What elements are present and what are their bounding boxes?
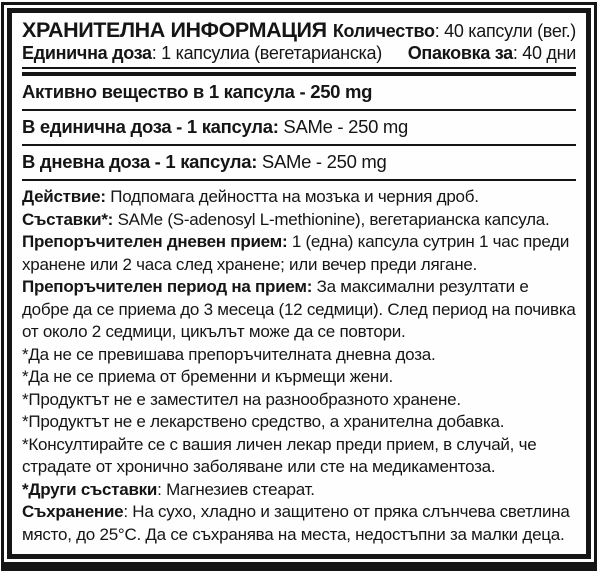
paragraph-ingredients: Съставки*: SAMe (S-adenosyl L-methionine), вегетарианска капсула.: [22, 209, 550, 229]
paragraph-warning-pregnancy: *Да не се приема от бременни и кърмещи жени.: [22, 367, 393, 386]
info-paragraphs: [22, 181, 576, 546]
quantity-field: [333, 21, 576, 42]
quantity-label: Количество: [332, 21, 435, 41]
paragraph-warning-dose: *Да не се превишава препоръчителната дневна доза.: [22, 344, 436, 364]
paragraph-intake-period: Препоръчителен период на прием: За максимални резултати е добре да се приема до 3 месеца (12 седмици). След период на почивка от около 2 седмици, цикълът може да се повтори.: [22, 277, 576, 341]
header-divider: [22, 67, 576, 76]
paragraph-action: Действие: Подпомага дейността на мозъка и черния дроб.: [22, 187, 479, 206]
header-line-2: [22, 43, 576, 64]
single-dose-value: : 1 капсулиа (вегетарианска): [151, 43, 382, 63]
nutrition-label: [7, 8, 591, 559]
paragraph-warning-substitute: *Продуктът не е заместител на разнообразното хранене.: [22, 389, 461, 409]
daily-dose-row: В дневна доза - 1 капсула: SAMe - 250 mg: [22, 151, 387, 172]
paragraph-other-ingredients: *Други съставки: Магнезиев стеарат.: [22, 479, 315, 499]
single-dose-label: Единична доза: [22, 43, 152, 63]
pack-value: : 40 дни: [512, 43, 576, 63]
paragraph-storage: Съхранение: На сухо, хладно и защитено от пряка слънчева светлина място, до 25°C. Да се съхранява на места, недостъпни за малки деца.: [22, 502, 570, 544]
paragraph-warning-doctor: *Консултирайте се с вашия личен лекар преди прием, в случай, че страдате от хронично заболяване или сте на медикаментоза.: [22, 434, 537, 476]
active-substance-row: Активно вещество в 1 капсула - 250 mg: [22, 81, 373, 102]
single-dose-row: В единична доза - 1 капсула: SAMe - 250 mg: [22, 116, 409, 137]
header-line-1: [22, 18, 576, 43]
pack-label: Опаковка за: [407, 43, 513, 63]
paragraph-warning-medicine: *Продуктът не е лекарствено средство, а хранителна добавка.: [22, 412, 505, 431]
single-dose-field: [22, 43, 382, 64]
quantity-value: : 40 капсули (вег.): [434, 21, 576, 41]
pack-field: [408, 43, 576, 64]
label-title: ХРАНИТЕЛНА ИНФОРМАЦИЯ: [22, 18, 327, 42]
nutrition-label-frame: [1, 2, 597, 571]
paragraph-daily-intake: Препоръчителен дневен прием: 1 (една) капсула сутрин 1 час преди хранене или 2 часа след хранене; или вечер преди лягане.: [22, 232, 570, 274]
